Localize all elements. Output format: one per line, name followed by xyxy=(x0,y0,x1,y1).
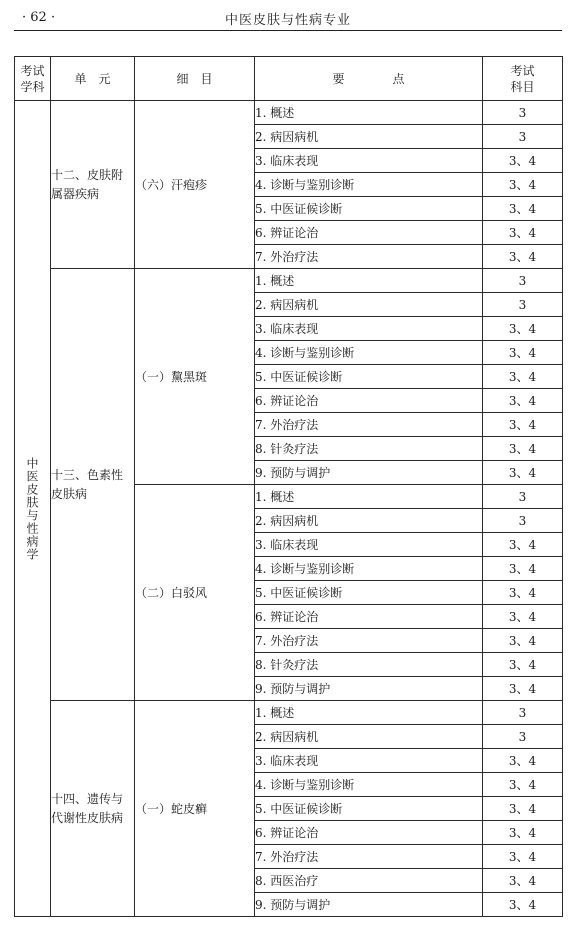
level-cell: 3、4 xyxy=(483,773,563,797)
level-cell: 3、4 xyxy=(483,173,563,197)
point-cell: 2. 病因病机 xyxy=(255,725,483,749)
point-cell: 6. 辨证论治 xyxy=(255,221,483,245)
point-cell: 9. 预防与调护 xyxy=(255,893,483,917)
header-points: 要 点 xyxy=(255,57,483,101)
table-row xyxy=(15,701,563,725)
level-cell: 3、4 xyxy=(483,605,563,629)
point-cell: 8. 针灸疗法 xyxy=(255,437,483,461)
level-cell: 3、4 xyxy=(483,653,563,677)
page-number: · 62 · xyxy=(22,10,56,25)
point-cell: 8. 西医治疗 xyxy=(255,869,483,893)
detail-cell: （二）白驳风 xyxy=(135,485,255,701)
unit-cell: 十三、色素性皮肤病 xyxy=(51,269,135,701)
point-cell: 1. 概述 xyxy=(255,101,483,125)
header-detail: 细 目 xyxy=(135,57,255,101)
level-cell: 3、4 xyxy=(483,533,563,557)
point-cell: 1. 概述 xyxy=(255,485,483,509)
unit-cell: 十二、皮肤附属器疾病 xyxy=(51,101,135,269)
header-level: 考试 科目 xyxy=(483,57,563,101)
point-cell: 3. 临床表现 xyxy=(255,749,483,773)
level-cell: 3、4 xyxy=(483,797,563,821)
level-cell: 3、4 xyxy=(483,221,563,245)
level-cell: 3、4 xyxy=(483,869,563,893)
table-body xyxy=(15,101,563,917)
syllabus-table xyxy=(14,56,563,917)
point-cell: 7. 外治疗法 xyxy=(255,413,483,437)
unit-cell: 十四、遗传与代谢性皮肤病 xyxy=(51,701,135,917)
table-row xyxy=(15,101,563,125)
point-cell: 5. 中医证候诊断 xyxy=(255,197,483,221)
level-cell: 3、4 xyxy=(483,821,563,845)
point-cell: 2. 病因病机 xyxy=(255,509,483,533)
level-cell: 3、4 xyxy=(483,341,563,365)
header-subject: 考试 学科 xyxy=(15,57,51,101)
point-cell: 1. 概述 xyxy=(255,701,483,725)
level-cell: 3、4 xyxy=(483,581,563,605)
detail-cell: （一）黧黑斑 xyxy=(135,269,255,485)
point-cell: 6. 辨证论治 xyxy=(255,389,483,413)
level-cell: 3 xyxy=(483,509,563,533)
level-cell: 3、4 xyxy=(483,389,563,413)
detail-cell: （一）蛇皮癣 xyxy=(135,701,255,917)
level-cell: 3、4 xyxy=(483,557,563,581)
level-cell: 3、4 xyxy=(483,437,563,461)
point-cell: 4. 诊断与鉴别诊断 xyxy=(255,773,483,797)
level-cell: 3、4 xyxy=(483,413,563,437)
level-cell: 3、4 xyxy=(483,629,563,653)
header-unit: 单 元 xyxy=(51,57,135,101)
level-cell: 3、4 xyxy=(483,317,563,341)
point-cell: 4. 诊断与鉴别诊断 xyxy=(255,557,483,581)
point-cell: 4. 诊断与鉴别诊断 xyxy=(255,173,483,197)
point-cell: 5. 中医证候诊断 xyxy=(255,581,483,605)
point-cell: 1. 概述 xyxy=(255,269,483,293)
point-cell: 6. 辨证论治 xyxy=(255,605,483,629)
point-cell: 9. 预防与调护 xyxy=(255,677,483,701)
level-cell: 3、4 xyxy=(483,365,563,389)
point-cell: 4. 诊断与鉴别诊断 xyxy=(255,341,483,365)
point-cell: 3. 临床表现 xyxy=(255,533,483,557)
level-cell: 3、4 xyxy=(483,197,563,221)
level-cell: 3 xyxy=(483,101,563,125)
level-cell: 3、4 xyxy=(483,245,563,269)
point-cell: 9. 预防与调护 xyxy=(255,461,483,485)
table-row xyxy=(15,269,563,293)
level-cell: 3 xyxy=(483,485,563,509)
level-cell: 3、4 xyxy=(483,149,563,173)
point-cell: 2. 病因病机 xyxy=(255,293,483,317)
point-cell: 3. 临床表现 xyxy=(255,149,483,173)
level-cell: 3、4 xyxy=(483,893,563,917)
level-cell: 3、4 xyxy=(483,677,563,701)
page-header xyxy=(14,6,562,31)
level-cell: 3 xyxy=(483,125,563,149)
point-cell: 8. 针灸疗法 xyxy=(255,653,483,677)
point-cell: 2. 病因病机 xyxy=(255,125,483,149)
level-cell: 3、4 xyxy=(483,461,563,485)
point-cell: 3. 临床表现 xyxy=(255,317,483,341)
detail-cell: （六）汗疱疹 xyxy=(135,101,255,269)
subject-cell: 中医皮肤与性病学 xyxy=(15,101,51,917)
point-cell: 5. 中医证候诊断 xyxy=(255,365,483,389)
level-cell: 3 xyxy=(483,701,563,725)
point-cell: 7. 外治疗法 xyxy=(255,845,483,869)
level-cell: 3 xyxy=(483,293,563,317)
level-cell: 3 xyxy=(483,725,563,749)
level-cell: 3、4 xyxy=(483,749,563,773)
point-cell: 5. 中医证候诊断 xyxy=(255,797,483,821)
level-cell: 3、4 xyxy=(483,845,563,869)
point-cell: 7. 外治疗法 xyxy=(255,629,483,653)
running-title: 中医皮肤与性病专业 xyxy=(224,13,351,28)
point-cell: 7. 外治疗法 xyxy=(255,245,483,269)
level-cell: 3 xyxy=(483,269,563,293)
table-header-row xyxy=(15,57,563,101)
point-cell: 6. 辨证论治 xyxy=(255,821,483,845)
